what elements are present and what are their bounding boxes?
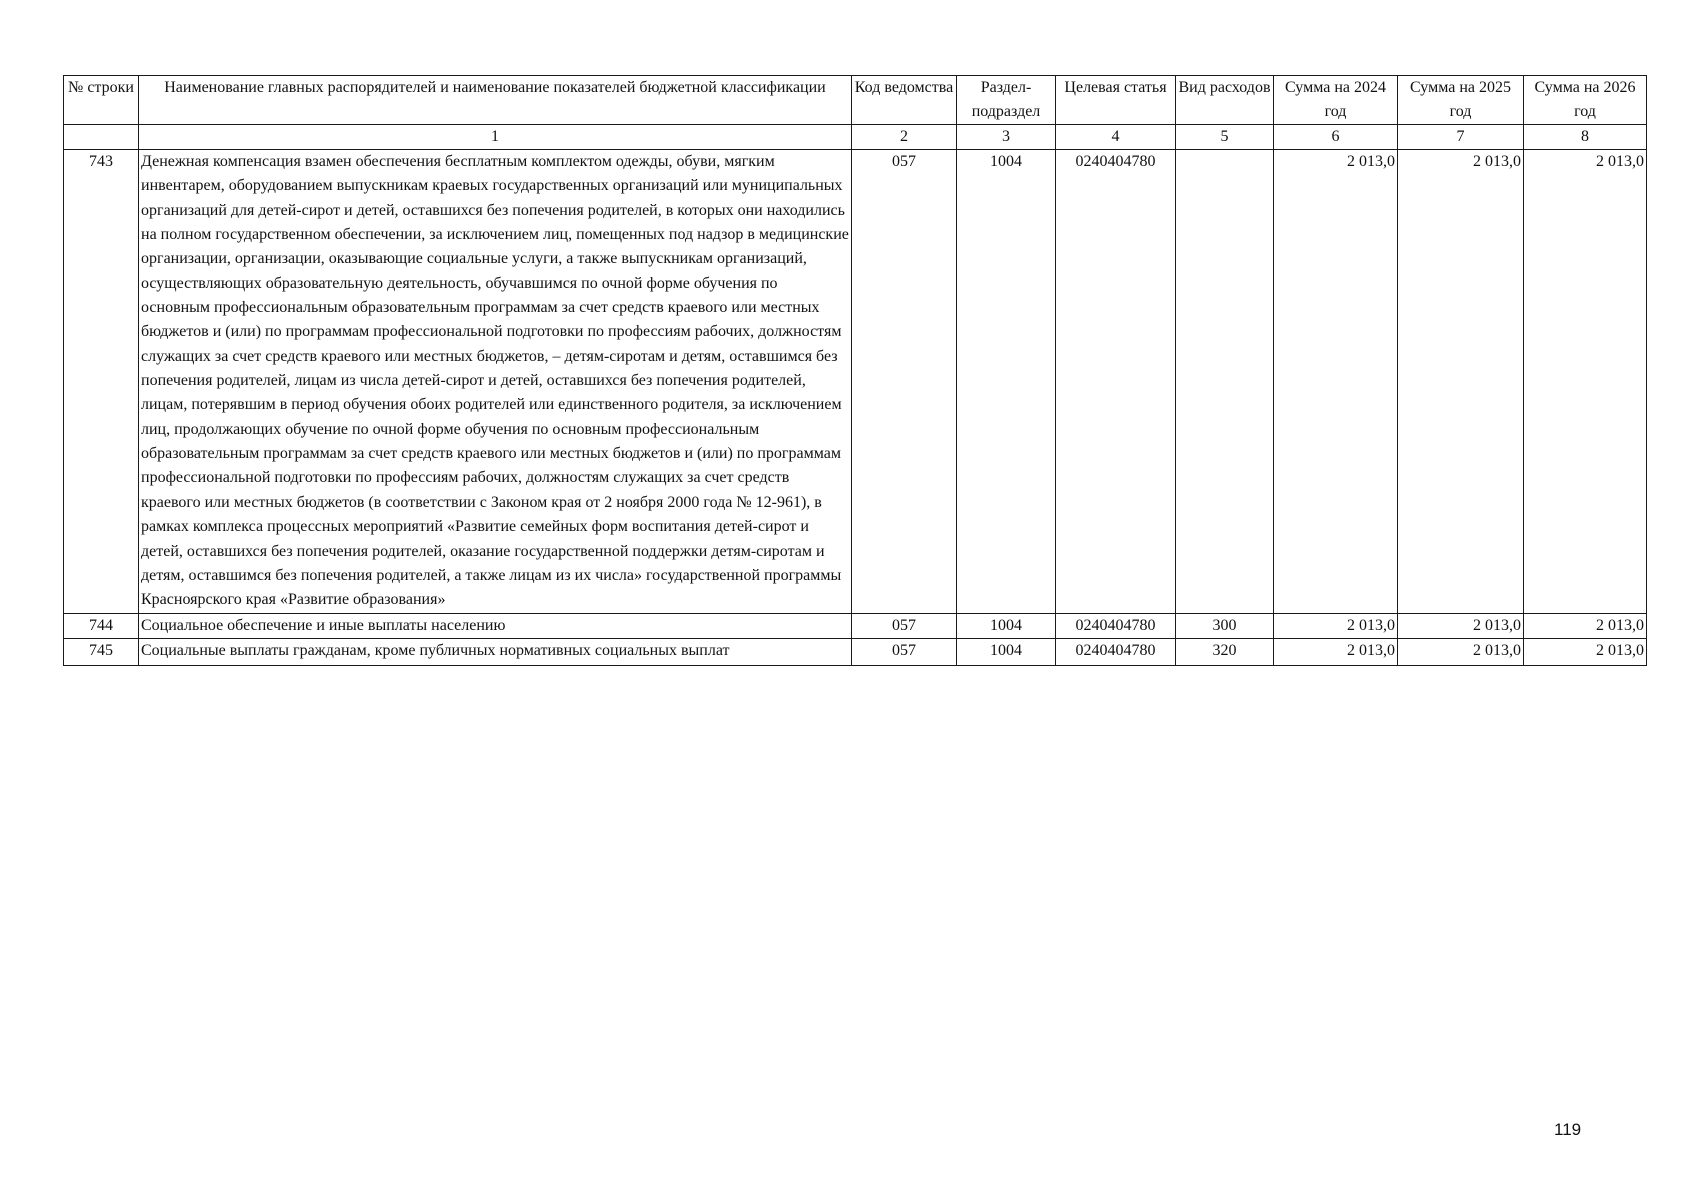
dept-code: 057 (852, 613, 957, 638)
expense-type (1176, 150, 1274, 614)
table-row (64, 150, 1647, 614)
row-name: Социальные выплаты гражданам, кроме публичных нормативных социальных выплат (139, 638, 852, 665)
expense-type: 300 (1176, 613, 1274, 638)
row-number: 745 (64, 638, 139, 665)
table-row (64, 613, 1647, 638)
column-number: 2 (852, 125, 957, 150)
target-code: 0240404780 (1056, 150, 1176, 614)
row-number: 743 (64, 150, 139, 614)
column-number: 7 (1398, 125, 1524, 150)
budget-table (63, 75, 1647, 666)
header-dept-code: Код ведомства (852, 76, 957, 125)
target-code: 0240404780 (1056, 638, 1176, 665)
column-number-row (64, 125, 1647, 150)
header-row (64, 76, 1647, 125)
header-row-number: № строки (64, 76, 139, 125)
sum-2026: 2 013,0 (1524, 150, 1647, 614)
header-expense-type: Вид расходов (1176, 76, 1274, 125)
page-number: 119 (1554, 1120, 1582, 1139)
column-number: 6 (1274, 125, 1398, 150)
row-name: Денежная компенсация взамен обеспечения бесплатным комплектом одежды, обуви, мягким инвентарем, оборудованием выпускникам краевых государственных организаций или муниципальных организаций для детей-сирот и детей, оставшихся без попечения родителей, в которых они находились на полном государственном обеспечении, за исключением лиц, помещенных под надзор в медицинские организации, организации, оказывающие социальные услуги, а также выпускникам организаций, осуществляющих образовательную деятельность, обучавшимся по очной форме обучения по основным профессиональным образовательным программам за счет средств краевого или местных бюджетов и (или) по программам профессиональной подготовки по профессиям рабочих, должностям служащих за счет средств краевого или местных бюджетов, – детям-сиротам и детям, оставшимся без попечения родителей, лицам из числа детей-сирот и детей, оставшихся без попечения родителей, лицам, потерявшим в период обучения обоих родителей или единственного родителя, за исключением лиц, продолжающих обучение по очной форме обучения по основным профессиональным образовательным программам за счет средств краевого или местных бюджетов и (или) по программам профессиональной подготовки по профессиям рабочих, должностям служащих за счет средств краевого или местных бюджетов (в соответствии с Законом края от 2 ноября 2000 года № 12-961), в рамках комплекса процессных мероприятий «Развитие семейных форм воспитания детей-сирот и детей, оставшихся без попечения родителей, оказание государственной поддержки детям-сиротам и детям, оставшимся без попечения родителей, а также лицам из их числа» государственной программы Красноярского края «Развитие образования» (139, 150, 852, 614)
header-sum-2026: Сумма на 2026 год (1524, 76, 1647, 125)
section-code: 1004 (957, 613, 1056, 638)
sum-2024: 2 013,0 (1274, 613, 1398, 638)
column-number: 3 (957, 125, 1056, 150)
column-number: 4 (1056, 125, 1176, 150)
sum-2025: 2 013,0 (1398, 150, 1524, 614)
sum-2026: 2 013,0 (1524, 638, 1647, 665)
sum-2026: 2 013,0 (1524, 613, 1647, 638)
section-code: 1004 (957, 150, 1056, 614)
header-target: Целевая статья (1056, 76, 1176, 125)
column-number (64, 125, 139, 150)
column-number: 1 (139, 125, 852, 150)
sum-2025: 2 013,0 (1398, 613, 1524, 638)
sum-2024: 2 013,0 (1274, 150, 1398, 614)
column-number: 8 (1524, 125, 1647, 150)
dept-code: 057 (852, 150, 957, 614)
expense-type: 320 (1176, 638, 1274, 665)
sum-2024: 2 013,0 (1274, 638, 1398, 665)
target-code: 0240404780 (1056, 613, 1176, 638)
row-number: 744 (64, 613, 139, 638)
header-name: Наименование главных распорядителей и наименование показателей бюджетной классификации (139, 76, 852, 125)
header-sum-2025: Сумма на 2025 год (1398, 76, 1524, 125)
table-row (64, 638, 1647, 665)
dept-code: 057 (852, 638, 957, 665)
row-name: Социальное обеспечение и иные выплаты населению (139, 613, 852, 638)
header-section: Раздел-подраздел (957, 76, 1056, 125)
header-sum-2024: Сумма на 2024 год (1274, 76, 1398, 125)
section-code: 1004 (957, 638, 1056, 665)
sum-2025: 2 013,0 (1398, 638, 1524, 665)
column-number: 5 (1176, 125, 1274, 150)
